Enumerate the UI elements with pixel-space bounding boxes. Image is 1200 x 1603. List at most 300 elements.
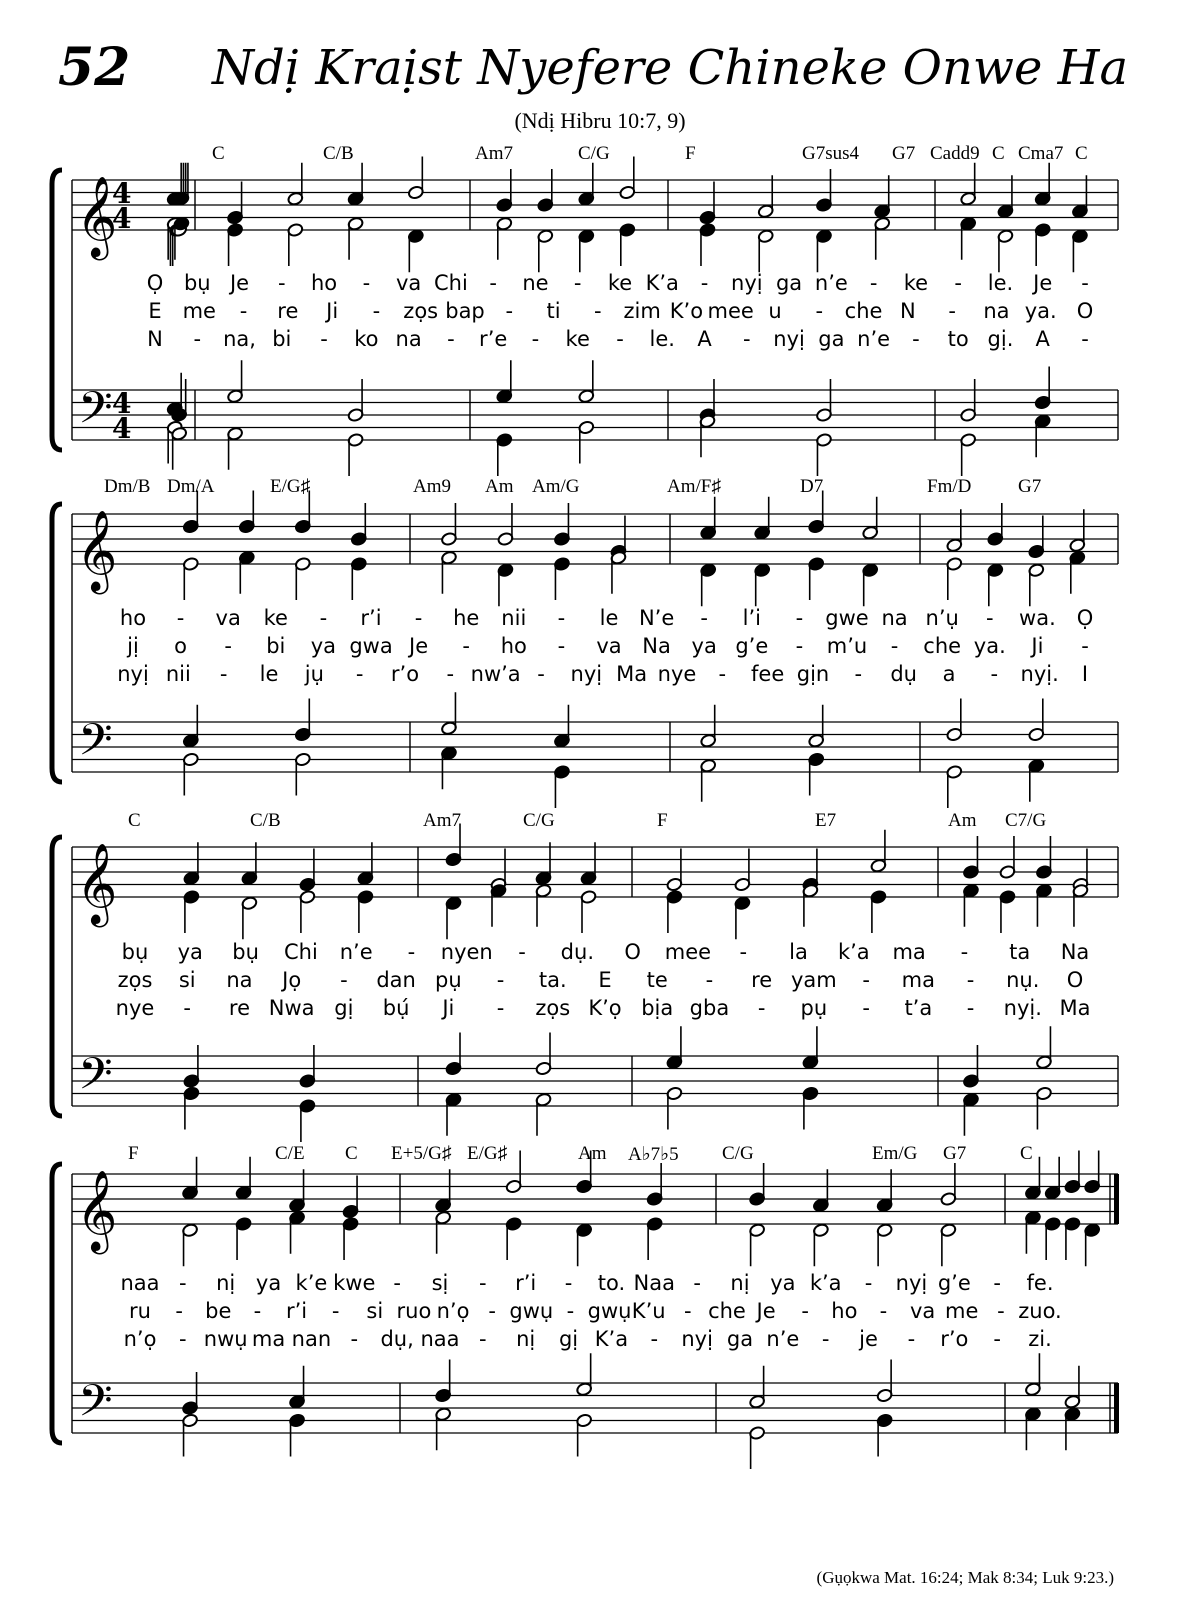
chord-symbol: C/G — [722, 1143, 754, 1164]
chord-symbol: G7 — [1018, 476, 1042, 497]
lyric-syllable: dan — [376, 968, 416, 992]
bass-staff — [72, 1383, 1118, 1433]
lyric-syllable: n’e — [857, 327, 891, 351]
chord-symbol: Am/G — [532, 476, 580, 497]
final-barline-thick — [1114, 1174, 1119, 1224]
lyric-syllable: nị — [516, 1327, 536, 1351]
lyric-syllable: ti — [546, 299, 561, 323]
time-signature-bottom: 4 — [112, 202, 132, 235]
lyric-syllable: che — [844, 299, 883, 323]
lyric-syllable: - — [907, 1327, 916, 1351]
lyric-syllable: ru — [129, 1299, 151, 1323]
lyric-syllable: ya. — [1024, 299, 1057, 323]
lyric-syllable: - — [815, 299, 824, 323]
lyric-syllable: nyị — [895, 1271, 928, 1295]
lyric-syllable: - — [862, 968, 870, 992]
lyric-syllable: ya. — [973, 634, 1006, 658]
lyric-syllable: ya — [255, 1271, 282, 1295]
lyric-syllable: - — [414, 606, 423, 630]
lyric-syllable: k’a — [809, 1271, 842, 1295]
lyric-syllable: to. — [597, 1271, 626, 1295]
lyric-syllable: - — [219, 662, 228, 686]
lyric-syllable: si — [178, 968, 196, 992]
lyric-syllable: ya — [177, 940, 203, 964]
lyric-syllable: nyị — [570, 662, 603, 686]
lyric-syllable: - — [239, 299, 248, 323]
lyric-syllable: fee — [751, 662, 785, 686]
lyric-syllable: - — [372, 299, 381, 323]
lyric-syllable: - — [997, 1299, 1005, 1323]
lyric-syllable: - — [890, 634, 899, 658]
lyric-syllable: - — [319, 606, 328, 630]
lyric-syllable: n’e — [766, 1327, 800, 1351]
chord-symbol: Dm/B — [104, 476, 151, 497]
lyric-syllable: O — [1076, 299, 1094, 323]
lyric-syllable: gị — [334, 996, 354, 1020]
chord-symbol: Cadd9 — [930, 143, 980, 164]
lyric-syllable: pụ — [435, 968, 462, 992]
lyric-syllable: Ọ — [1076, 606, 1094, 630]
lyric-syllable: zọs — [117, 968, 153, 992]
footer-reference: (Gụọkwa Mat. 16:24; Mak 8:34; Luk 9:23.) — [816, 1568, 1114, 1587]
lyric-syllable: - — [253, 1299, 262, 1323]
lyric-syllable: - — [966, 968, 975, 992]
lyric-syllable: - — [447, 327, 455, 351]
chord-symbol: C7/G — [1005, 810, 1047, 831]
lyric-syllable: - — [650, 1327, 659, 1351]
lyric-syllable: che — [923, 634, 962, 658]
lyric-syllable: - — [176, 606, 185, 630]
lyric-syllable: - — [594, 299, 602, 323]
lyric-syllable: yam — [790, 968, 837, 992]
lyric-syllable: - — [531, 327, 540, 351]
lyric-syllable: mee — [707, 299, 754, 323]
lyric-syllable: Na — [1060, 940, 1090, 964]
chord-symbol: Am7 — [423, 810, 461, 831]
lyric-syllable: I — [1081, 662, 1089, 686]
lyric-syllable: - — [912, 327, 920, 351]
chord-symbol: F — [685, 143, 696, 164]
lyric-syllable: - — [496, 996, 505, 1020]
lyric-syllable: bụ — [183, 271, 211, 295]
chord-symbol: F — [657, 810, 668, 831]
treble-clef-icon: 𝄞 — [76, 509, 118, 591]
lyric-syllable: - — [1081, 327, 1089, 351]
lyric-syllable: - — [183, 996, 192, 1020]
lyric-syllable: O — [624, 940, 641, 964]
lyric-syllable: ya — [691, 634, 717, 658]
lyric-syllable: to — [947, 327, 969, 351]
lyric-syllable: ya — [770, 1271, 796, 1295]
lyric-syllable: ho — [500, 634, 527, 658]
lyric-syllable: nwụ — [203, 1327, 248, 1351]
lyric-syllable: Ji — [326, 299, 339, 323]
lyric-syllable: N’e — [638, 606, 675, 630]
lyric-syllable: - — [795, 634, 804, 658]
lyric-syllable: ho — [831, 1299, 858, 1323]
lyric-syllable: bap — [445, 299, 485, 323]
lyric-syllable: - — [224, 634, 232, 658]
lyric-syllable: t’a — [904, 996, 933, 1020]
lyric-syllable: nan — [291, 1327, 332, 1351]
system-bracket — [52, 170, 62, 450]
chord-symbol: C/G — [523, 810, 555, 831]
system-bracket — [52, 504, 62, 782]
lyric-syllable: - — [879, 1299, 888, 1323]
lyric-syllable: nyị. — [1020, 662, 1059, 686]
lyric-syllable: le — [599, 606, 619, 630]
lyric-syllable: nụ. — [1006, 968, 1040, 992]
chord-symbol: E7 — [815, 810, 837, 831]
lyric-syllable: - — [1081, 271, 1089, 295]
lyric-syllable: kwe — [333, 1271, 376, 1295]
lyric-syllable: ta. — [538, 968, 567, 992]
lyric-syllable: va — [596, 634, 622, 658]
hymn-number: 52 — [58, 37, 131, 98]
lyric-syllable: jị — [127, 634, 139, 658]
lyric-syllable: gwụ — [509, 1299, 554, 1323]
lyric-syllable: gị. — [987, 327, 1014, 351]
lyric-syllable: na — [983, 299, 1010, 323]
lyric-syllable: Nwa — [268, 996, 315, 1020]
chord-symbol: G7sus4 — [802, 143, 860, 164]
lyric-syllable: - — [557, 634, 566, 658]
chord-symbol: C — [345, 1143, 358, 1164]
lyric-syllable: - — [986, 606, 994, 630]
lyric-syllable: o — [174, 634, 188, 658]
lyric-syllable: - — [705, 968, 714, 992]
lyric-syllable: r’i — [360, 606, 382, 630]
lyric-syllable: r’i — [515, 1271, 537, 1295]
lyric-syllable: Chi — [283, 940, 318, 964]
lyric-syllable: nyen — [440, 940, 493, 964]
lyric-syllable: bi — [266, 634, 286, 658]
lyric-syllable: K’a — [594, 1327, 629, 1351]
lyric-syllable: - — [479, 1327, 487, 1351]
lyric-syllable: - — [505, 299, 514, 323]
lyric-syllable: nii — [501, 606, 527, 630]
chord-symbol: Am9 — [413, 476, 451, 497]
lyric-syllable: be — [205, 1299, 232, 1323]
lyric-syllable: n’e — [339, 940, 373, 964]
lyric-syllable: ta — [1009, 940, 1031, 964]
lyric-syllable: - — [557, 606, 566, 630]
lyric-syllable: k’a — [837, 940, 870, 964]
lyric-syllable: nyị — [773, 327, 805, 351]
lyric-syllable: gwe — [825, 606, 869, 630]
bass-clef-icon: 𝄢 — [78, 381, 113, 445]
lyric-syllable: - — [990, 662, 999, 686]
chord-symbol: G7 — [943, 1143, 967, 1164]
chord-symbol: Am — [578, 1143, 607, 1164]
lyric-syllable: nyị. — [1003, 996, 1042, 1020]
lyric-syllable: si — [366, 1299, 384, 1323]
lyric-syllable: - — [862, 996, 870, 1020]
lyric-syllable: ruo — [396, 1299, 432, 1323]
lyric-syllable: he — [453, 606, 480, 630]
lyric-syllable: zọs — [535, 996, 571, 1020]
lyric-syllable: naa — [120, 1271, 160, 1295]
bass-staff — [72, 1056, 1118, 1106]
lyric-syllable: g’e — [735, 634, 769, 658]
time-signature-top: 4 — [112, 177, 132, 210]
lyric-syllable: - — [518, 940, 526, 964]
lyric-syllable: ko — [354, 327, 379, 351]
lyric-syllable: - — [1081, 634, 1089, 658]
lyric-syllable: pụ — [800, 996, 828, 1020]
lyric-syllable: bụ́ — [382, 996, 410, 1020]
lyric-syllable: N — [899, 299, 916, 323]
bass-clef-icon: 𝄢 — [78, 1047, 113, 1111]
lyric-syllable: naa — [420, 1327, 460, 1351]
lyric-syllable: n’ọ — [123, 1327, 157, 1351]
lyric-syllable: - — [175, 1299, 183, 1323]
lyric-syllable: - — [757, 996, 766, 1020]
lyric-syllable: r’o — [390, 662, 420, 686]
lyric-syllable: E — [148, 299, 162, 323]
treble-clef-icon: 𝄞 — [76, 1169, 118, 1251]
lyric-syllable: Ọ — [146, 271, 164, 295]
lyric-syllable: va — [395, 271, 422, 295]
lyric-syllable: - — [462, 634, 470, 658]
time-signature-bottom: 4 — [112, 412, 132, 445]
system-bracket — [52, 1164, 62, 1443]
lyric-syllable: Na — [642, 634, 671, 658]
lyric-syllable: N — [147, 327, 163, 351]
lyric-syllable: le. — [649, 327, 675, 351]
lyric-syllable: - — [320, 327, 328, 351]
lyric-syllable: - — [193, 327, 202, 351]
lyric-syllable: - — [864, 1271, 873, 1295]
lyric-syllable: na — [226, 968, 253, 992]
time-signature — [112, 387, 131, 445]
time-signature — [112, 177, 131, 235]
lyric-syllable: - — [479, 1271, 487, 1295]
lyric-syllable: zi. — [1028, 1327, 1052, 1351]
lyric-syllable: A — [697, 327, 712, 351]
lyric-syllable: - — [488, 1299, 496, 1323]
bass-clef-icon: 𝄢 — [78, 713, 113, 777]
lyric-syllable: ma — [251, 1327, 286, 1351]
lyric-syllable: - — [537, 662, 545, 686]
chord-symbol: Am — [948, 810, 977, 831]
lyric-syllable: Ma — [1059, 996, 1091, 1020]
lyric-syllable: ne — [522, 271, 549, 295]
chord-symbol: C/B — [323, 143, 354, 164]
lyric-syllable: - — [966, 996, 975, 1020]
lyric-syllable: nii — [165, 662, 191, 686]
lyric-syllable: mee — [664, 940, 712, 964]
lyric-syllable: ga — [726, 1327, 754, 1351]
chord-symbol: Am/F♯ — [667, 476, 721, 497]
chord-symbol: Am7 — [475, 143, 513, 164]
lyric-syllable: re — [751, 968, 773, 992]
chord-symbol: D7 — [800, 476, 824, 497]
lyric-syllable: - — [355, 662, 364, 686]
lyric-syllable: me — [182, 299, 216, 323]
chord-symbol: C — [992, 143, 1005, 164]
hymn-title: Ndị Kraịst Nyefere Chineke Onwe Ha — [212, 40, 1129, 96]
lyric-syllable: O — [1066, 968, 1084, 992]
lyric-syllable: nyị — [681, 1327, 713, 1351]
lyric-syllable: - — [362, 271, 371, 295]
lyric-syllable: Ji — [1031, 634, 1044, 658]
lyric-syllable: a — [942, 662, 956, 686]
chord-symbol: C/E — [275, 1143, 305, 1164]
chord-symbol: C — [212, 143, 225, 164]
lyric-syllable: Je — [1033, 271, 1053, 295]
lyric-syllable: nye — [657, 662, 697, 686]
lyric-syllable: va — [215, 606, 241, 630]
lyric-syllable: te — [646, 968, 668, 992]
lyric-syllable: - — [340, 968, 348, 992]
lyric-syllable: zim — [623, 299, 661, 323]
lyric-syllable: va — [909, 1299, 936, 1323]
chord-symbol: Fm/D — [927, 476, 972, 497]
lyric-syllable: - — [564, 1271, 573, 1295]
lyric-syllable: ke — [903, 271, 929, 295]
lyric-syllable: Ma — [616, 662, 648, 686]
lyric-syllable: - — [693, 1271, 701, 1295]
lyric-syllable: - — [869, 271, 878, 295]
lyric-syllable: r’o — [940, 1327, 969, 1351]
lyric-syllable: g’e — [937, 1271, 971, 1295]
time-signature-top: 4 — [112, 387, 132, 420]
lyric-syllable: bụ — [121, 940, 149, 964]
lyric-syllable: k’e — [295, 1271, 328, 1295]
lyric-syllable: nị — [730, 1271, 750, 1295]
lyric-syllable: - — [960, 940, 969, 964]
lyric-syllable: - — [350, 1327, 359, 1351]
lyric-syllable: - — [821, 1327, 830, 1351]
lyric-syllable: bi — [272, 327, 292, 351]
chord-symbol: E/G♯ — [270, 476, 311, 497]
lyric-syllable: gị — [558, 1327, 579, 1351]
lyric-syllable: wa. — [1019, 606, 1056, 630]
lyric-syllable: - — [566, 1299, 575, 1323]
chord-symbol: Dm/A — [167, 476, 215, 497]
lyric-syllable: - — [795, 606, 804, 630]
lyric-syllable: na — [395, 327, 422, 351]
lyric-syllable: Jọ — [282, 968, 302, 992]
lyric-syllable: Naa — [633, 1271, 676, 1295]
bass-clef-icon: 𝄢 — [78, 1374, 113, 1438]
lyric-syllable: ke — [263, 606, 288, 630]
lyric-syllable: sị — [431, 1271, 449, 1295]
lyric-syllable: Ji — [442, 996, 455, 1020]
lyric-syllable: ya — [310, 634, 337, 658]
chord-symbol: F — [128, 1143, 139, 1164]
chord-symbol: A♭7♭5 — [628, 1144, 679, 1165]
lyric-syllable: - — [616, 327, 624, 351]
lyric-syllable: - — [993, 1327, 1001, 1351]
lyric-syllable: ke — [565, 327, 590, 351]
lyric-syllable: K’u — [631, 1299, 666, 1323]
lyric-syllable: ke — [607, 271, 633, 295]
chord-symbol: E/G♯ — [467, 1143, 508, 1164]
lyric-syllable: gịn — [796, 662, 830, 686]
lyric-syllable: K’a — [645, 271, 679, 295]
lyric-syllable: dụ — [890, 662, 917, 686]
lyric-syllable: Chi — [434, 271, 468, 295]
lyric-syllable: nị — [216, 1271, 236, 1295]
lyric-syllable: Je — [409, 634, 429, 658]
lyric-syllable: na — [881, 606, 908, 630]
lyric-syllable: zuo. — [1018, 1299, 1062, 1323]
lyric-syllable: - — [407, 940, 416, 964]
lyric-syllable: u — [768, 299, 782, 323]
lyric-syllable: - — [993, 1271, 1001, 1295]
treble-clef-icon: 𝄞 — [76, 175, 118, 257]
lyric-syllable: re — [277, 299, 299, 323]
lyric-syllable: K’o — [669, 299, 704, 323]
scripture-reference: (Ndị Hibru 10:7, 9) — [514, 108, 686, 133]
lyric-syllable: ga — [818, 327, 845, 351]
treble-staff — [72, 1174, 1118, 1224]
lyric-syllable: r’i — [285, 1299, 308, 1323]
lyric-syllable: dụ. — [560, 940, 595, 964]
chord-symbol: C — [1075, 143, 1088, 164]
lyric-syllable: gwụ — [587, 1299, 632, 1323]
lyric-syllable: - — [489, 271, 497, 295]
chord-symbol: G7 — [892, 143, 916, 164]
final-barline-thick — [1114, 1383, 1119, 1433]
lyric-syllable: gwa — [349, 634, 393, 658]
lyric-syllable: zọs — [403, 299, 439, 323]
lyric-syllable: dụ, — [380, 1327, 414, 1351]
lyric-syllable: m’u — [826, 634, 868, 658]
lyric-syllable: n’ọ — [436, 1299, 470, 1323]
lyric-syllable: - — [684, 1299, 692, 1323]
lyric-syllable: Je — [756, 1299, 776, 1323]
lyric-syllable: ma — [892, 940, 926, 964]
chord-symbol: C — [1020, 1143, 1033, 1164]
chord-symbol: Cma7 — [1018, 143, 1064, 164]
lyric-syllable: - — [854, 662, 863, 686]
lyric-syllable: - — [496, 968, 505, 992]
lyric-syllable: - — [739, 940, 748, 964]
lyric-syllable: le. — [987, 271, 1014, 295]
lyric-syllable: ho — [119, 606, 147, 630]
chord-symbol: Am — [485, 476, 514, 497]
lyric-syllable: n’ụ — [925, 606, 959, 630]
lyric-syllable: - — [573, 271, 582, 295]
lyric-syllable: ga — [775, 271, 803, 295]
lyric-syllable: - — [331, 1299, 340, 1323]
lyric-syllable: - — [179, 1327, 187, 1351]
lyric-syllable: - — [446, 662, 455, 686]
lyric-syllable: E — [598, 968, 612, 992]
lyric-syllable: bịa — [641, 996, 674, 1020]
lyric-syllable: - — [700, 606, 708, 630]
lyric-syllable: r’e — [479, 327, 508, 351]
lyric-syllable: - — [718, 662, 727, 686]
lyric-syllable: - — [954, 271, 962, 295]
lyric-syllable: - — [179, 1271, 187, 1295]
lyric-syllable: A — [1035, 327, 1050, 351]
lyric-syllable: nyị — [731, 271, 763, 295]
lyric-syllable: le — [259, 662, 279, 686]
lyric-syllable: gba — [689, 996, 730, 1020]
lyric-syllable: ho — [310, 271, 338, 295]
lyric-syllable: - — [948, 299, 956, 323]
chord-symbol: Em/G — [872, 1143, 918, 1164]
lyric-syllable: nw’a — [470, 662, 521, 686]
system-bracket — [52, 837, 62, 1116]
lyric-syllable: - — [278, 271, 286, 295]
lyric-syllable: me — [945, 1299, 979, 1323]
lyric-syllable: - — [801, 1299, 809, 1323]
